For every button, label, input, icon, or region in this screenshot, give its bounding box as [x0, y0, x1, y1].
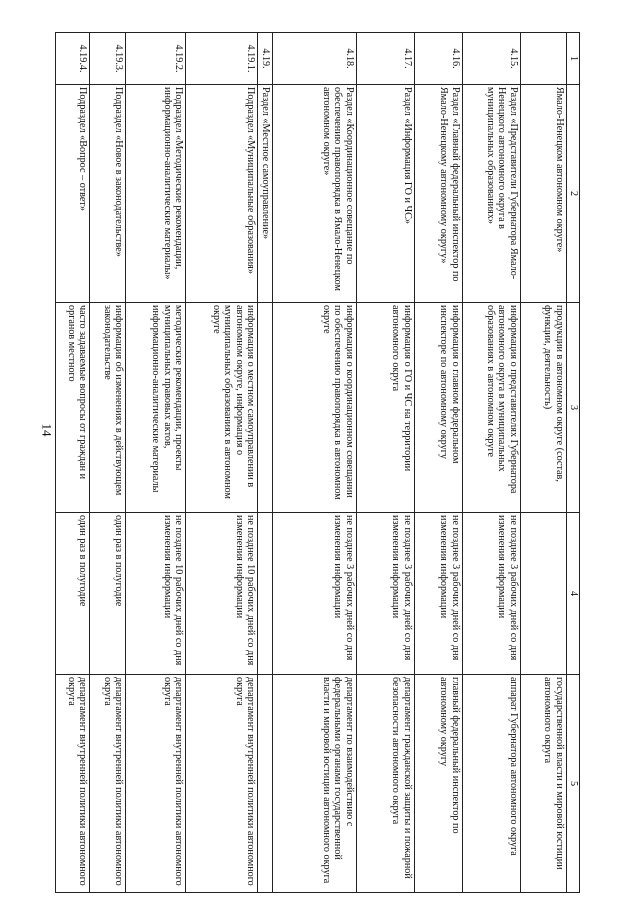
- update-term: один раз в полугодие: [90, 513, 126, 675]
- table-row: [186, 33, 258, 893]
- row-number: 4.17.: [357, 33, 415, 85]
- update-term: не позднее 3 рабочих дней со дня изменения информации: [357, 513, 415, 675]
- responsible: департамент внутренней политики автономного округа: [126, 675, 186, 893]
- table-row: [357, 33, 415, 893]
- update-term: [258, 513, 273, 675]
- table-row: [521, 33, 567, 893]
- table-row: [258, 33, 273, 893]
- table-row: [463, 33, 521, 893]
- section-name: Раздел «Информация ГО и ЧС»: [357, 85, 415, 303]
- responsible: департамент по взаимодействию с федеральными органами государственной власти и мировой юстиции автономного округа: [273, 675, 357, 893]
- section-name: Ямало-Ненецком автономном округе»: [521, 85, 567, 303]
- section-content: методические рекомендации, проекты муниципальных правовых актов, информационно-аналитические материалы: [126, 303, 186, 513]
- responsible: департамент гражданской защиты и пожарной безопасности автономного округа: [357, 675, 415, 893]
- header-row: [567, 33, 580, 893]
- section-name: Раздел «Представители Губернатора Ямало-Ненецкого автономного округа в муниципальных образованиях»: [463, 85, 521, 303]
- section-name: Раздел «Местное самоуправление»: [258, 85, 273, 303]
- section-content: информация о координационном совещании по обеспечению правопорядка в автономном округе: [273, 303, 357, 513]
- column-header: 3: [567, 303, 580, 513]
- rotated-page: [55, 32, 580, 892]
- section-name: Раздел «Координационное совещание по обеспечению правопорядка в Ямало-Ненецком автономном округе»: [273, 85, 357, 303]
- responsible: [258, 675, 273, 893]
- table-row: [273, 33, 357, 893]
- update-term: не позднее 3 рабочих дней со дня изменения информации: [273, 513, 357, 675]
- row-number: 4.19.4.: [56, 33, 90, 85]
- section-content: информация о представителях Губернатора автономного округа в муниципальных образованиях в автономном округе: [463, 303, 521, 513]
- update-term: один раз в полугодие: [56, 513, 90, 675]
- responsible: государственной власти и мировой юстиции автономного округа: [521, 675, 567, 893]
- page-number: 14: [39, 423, 55, 437]
- update-term: не позднее 10 рабочих дней со дня изменения информации: [126, 513, 186, 675]
- section-name: Подраздел «Вопрос – ответ»: [56, 85, 90, 303]
- table-row: [126, 33, 186, 893]
- section-content: продукции в автономном округе (состав, функции, деятельность): [521, 303, 567, 513]
- section-content: [258, 303, 273, 513]
- table-row: [415, 33, 463, 893]
- responsible: департамент внутренней политики автономного округа: [90, 675, 126, 893]
- row-number: 4.16.: [415, 33, 463, 85]
- column-header: 5: [567, 675, 580, 893]
- column-header: 2: [567, 85, 580, 303]
- section-content: информация о ГО и ЧС на территории автономного округа: [357, 303, 415, 513]
- section-content: информация о местном самоуправлении в автономном округе, информация о муниципальных образованиях в автономном округе: [186, 303, 258, 513]
- row-number: 4.18.: [273, 33, 357, 85]
- section-content: информация о главном федеральном инспекторе по автономному округу: [415, 303, 463, 513]
- update-term: не позднее 10 рабочих дней со дня изменения информации: [186, 513, 258, 675]
- responsible: аппарат Губернатора автономного округа: [463, 675, 521, 893]
- responsible: главный федеральный инспектор по автономному округу: [415, 675, 463, 893]
- section-name: Подраздел «Новое в законодательстве»: [90, 85, 126, 303]
- table-row: [56, 33, 90, 893]
- section-content: часто задаваемые вопросы от граждан и органов местного: [56, 303, 90, 513]
- table-row: [90, 33, 126, 893]
- responsible: департамент внутренней политики автономного округа: [186, 675, 258, 893]
- document-table: [55, 32, 580, 893]
- responsible: департамент внутренней политики автономного округа: [56, 675, 90, 893]
- section-content: информация об изменениях в действующем законодательстве: [90, 303, 126, 513]
- column-header: 1: [567, 33, 580, 85]
- section-name: Раздел «Главный федеральный инспектор по Ямало-Ненецкому автономному округу»: [415, 85, 463, 303]
- update-term: не позднее 3 рабочих дней со дня изменения информации: [415, 513, 463, 675]
- row-number: 4.19.1.: [186, 33, 258, 85]
- row-number: [521, 33, 567, 85]
- row-number: 4.19.: [258, 33, 273, 85]
- update-term: [521, 513, 567, 675]
- update-term: не позднее 3 рабочих дней со дня изменения информации: [463, 513, 521, 675]
- column-header: 4: [567, 513, 580, 675]
- section-name: Подраздел «Муниципальные образования»: [186, 85, 258, 303]
- row-number: 4.15.: [463, 33, 521, 85]
- section-name: Подраздел «Методические рекомендации, информационно-аналитические материалы»: [126, 85, 186, 303]
- row-number: 4.19.2.: [126, 33, 186, 85]
- row-number: 4.19.3.: [90, 33, 126, 85]
